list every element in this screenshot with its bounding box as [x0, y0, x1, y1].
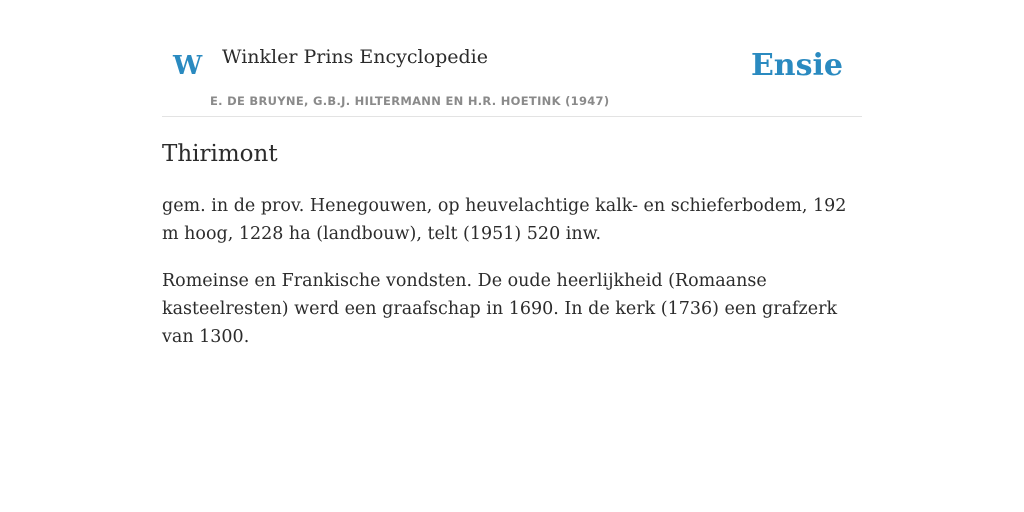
article-paragraph: gem. in de prov. Henegouwen, op heuvelachtige kalk- en schieferbodem, 192 m hoog, 1228 ha (landbouw), telt (1951) 520 inw. [162, 196, 847, 244]
article-paragraph: Romeinse en Frankische vondsten. De oude heerlijkheid (Romaanse kasteelresten) werd een graafschap in 1690. In de kerk (1736) een grafzerk van 1300. [162, 271, 838, 347]
article [162, 138, 862, 351]
article-title: Thirimont [162, 141, 278, 167]
site-title: Winkler Prins Encyclopedie [222, 46, 488, 68]
ensie-brand-link[interactable]: Ensie [750, 48, 843, 83]
site-authors: E. DE BRUYNE, G.B.J. HILTERMANN EN H.R. HOETINK (1947) [210, 94, 610, 108]
encyclopedia-logo-link[interactable]: W [173, 51, 203, 81]
site-header [162, 0, 862, 117]
